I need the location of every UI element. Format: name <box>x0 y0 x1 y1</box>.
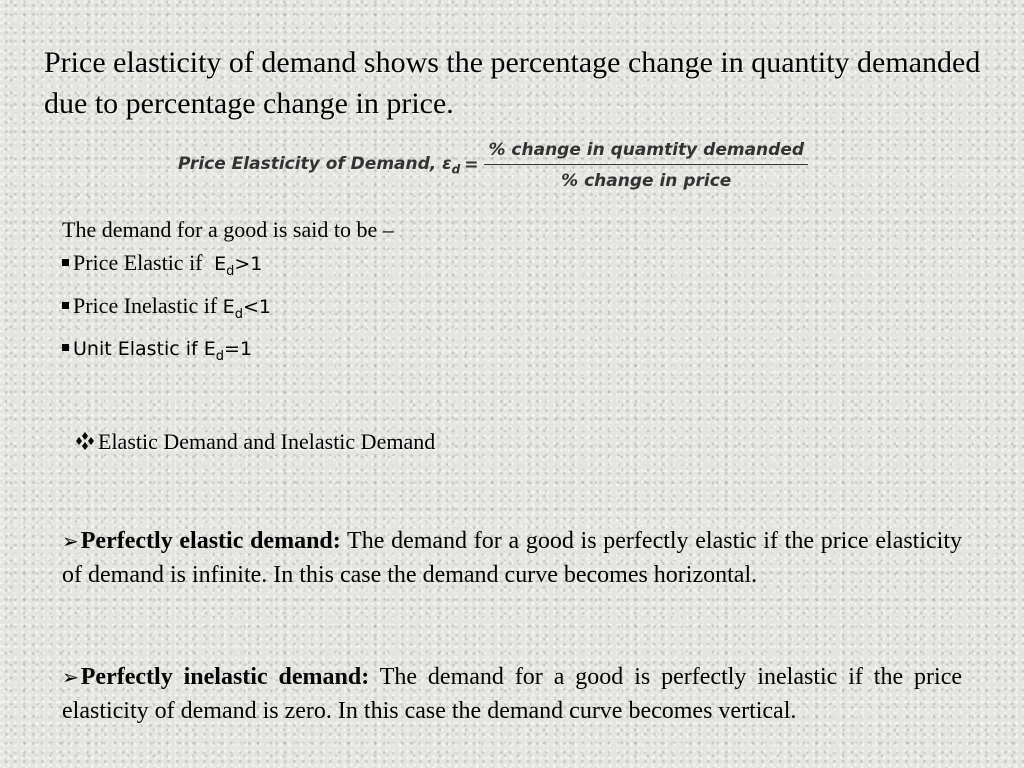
elasticity-formula <box>178 132 805 198</box>
arrowhead-icon: ➢ <box>62 529 79 553</box>
symbol-e: E <box>222 295 235 318</box>
formula-numerator: % change in quamtity demanded <box>484 140 808 165</box>
symbol-e: E <box>203 337 216 360</box>
list-item-label: Price Elastic if <box>73 250 209 275</box>
symbol-subscript: d <box>215 348 225 364</box>
square-bullet-icon <box>62 344 69 351</box>
list-item-condition: =1 <box>224 337 253 360</box>
list-item-label: Unit Elastic if <box>73 337 204 360</box>
arrowhead-icon: ➢ <box>62 665 79 689</box>
paragraph-term: Perfectly inelastic demand: <box>80 664 370 690</box>
list-item <box>62 332 562 374</box>
perfectly-elastic-paragraph <box>62 524 962 592</box>
square-bullet-icon <box>62 259 69 266</box>
list-item-symbol <box>223 290 271 332</box>
paragraph-text: The demand for a good is perfectly elastic if the price elasticity of demand is infinite. In this case the demand curve becomes horizontal. <box>62 528 963 588</box>
four-diamond-icon <box>74 431 96 451</box>
list-item-label: Price Inelastic if <box>73 292 223 318</box>
paragraph-term: Perfectly elastic demand: <box>80 528 341 554</box>
list-item-condition: >1 <box>234 253 263 275</box>
formula-lhs-text: Price Elasticity of Demand, ε <box>178 153 452 174</box>
texture-line <box>0 522 1024 523</box>
symbol-e: E <box>214 253 227 275</box>
intro-paragraph: Price elasticity of demand shows the percentage change in quantity demanded due to percentage change in price. <box>44 46 981 120</box>
symbol-subscript: d <box>234 306 243 322</box>
list-item-condition: <1 <box>242 295 271 318</box>
demand-classification <box>62 214 562 373</box>
list-item-symbol <box>204 332 252 374</box>
symbol-subscript: d <box>226 263 235 279</box>
list-item <box>62 289 562 332</box>
list-item-symbol <box>208 247 262 289</box>
formula-fraction <box>484 140 808 191</box>
perfectly-inelastic-paragraph <box>62 660 962 728</box>
paragraph-text: The demand for a good is perfectly inelastic if the price elasticity of demand is zero. In this case the demand curve becomes vertical. <box>62 664 963 724</box>
section-heading-text: Elastic Demand and Inelastic Demand <box>98 429 436 454</box>
formula-equals: = <box>464 155 479 175</box>
square-bullet-icon <box>62 302 69 309</box>
formula-denominator: % change in price <box>561 170 732 191</box>
formula-lhs-subscript: d <box>451 162 461 177</box>
section-heading <box>74 426 435 458</box>
formula-lhs <box>178 154 460 176</box>
list-item <box>62 246 562 289</box>
demand-intro: The demand for a good is said to be – <box>62 217 394 242</box>
